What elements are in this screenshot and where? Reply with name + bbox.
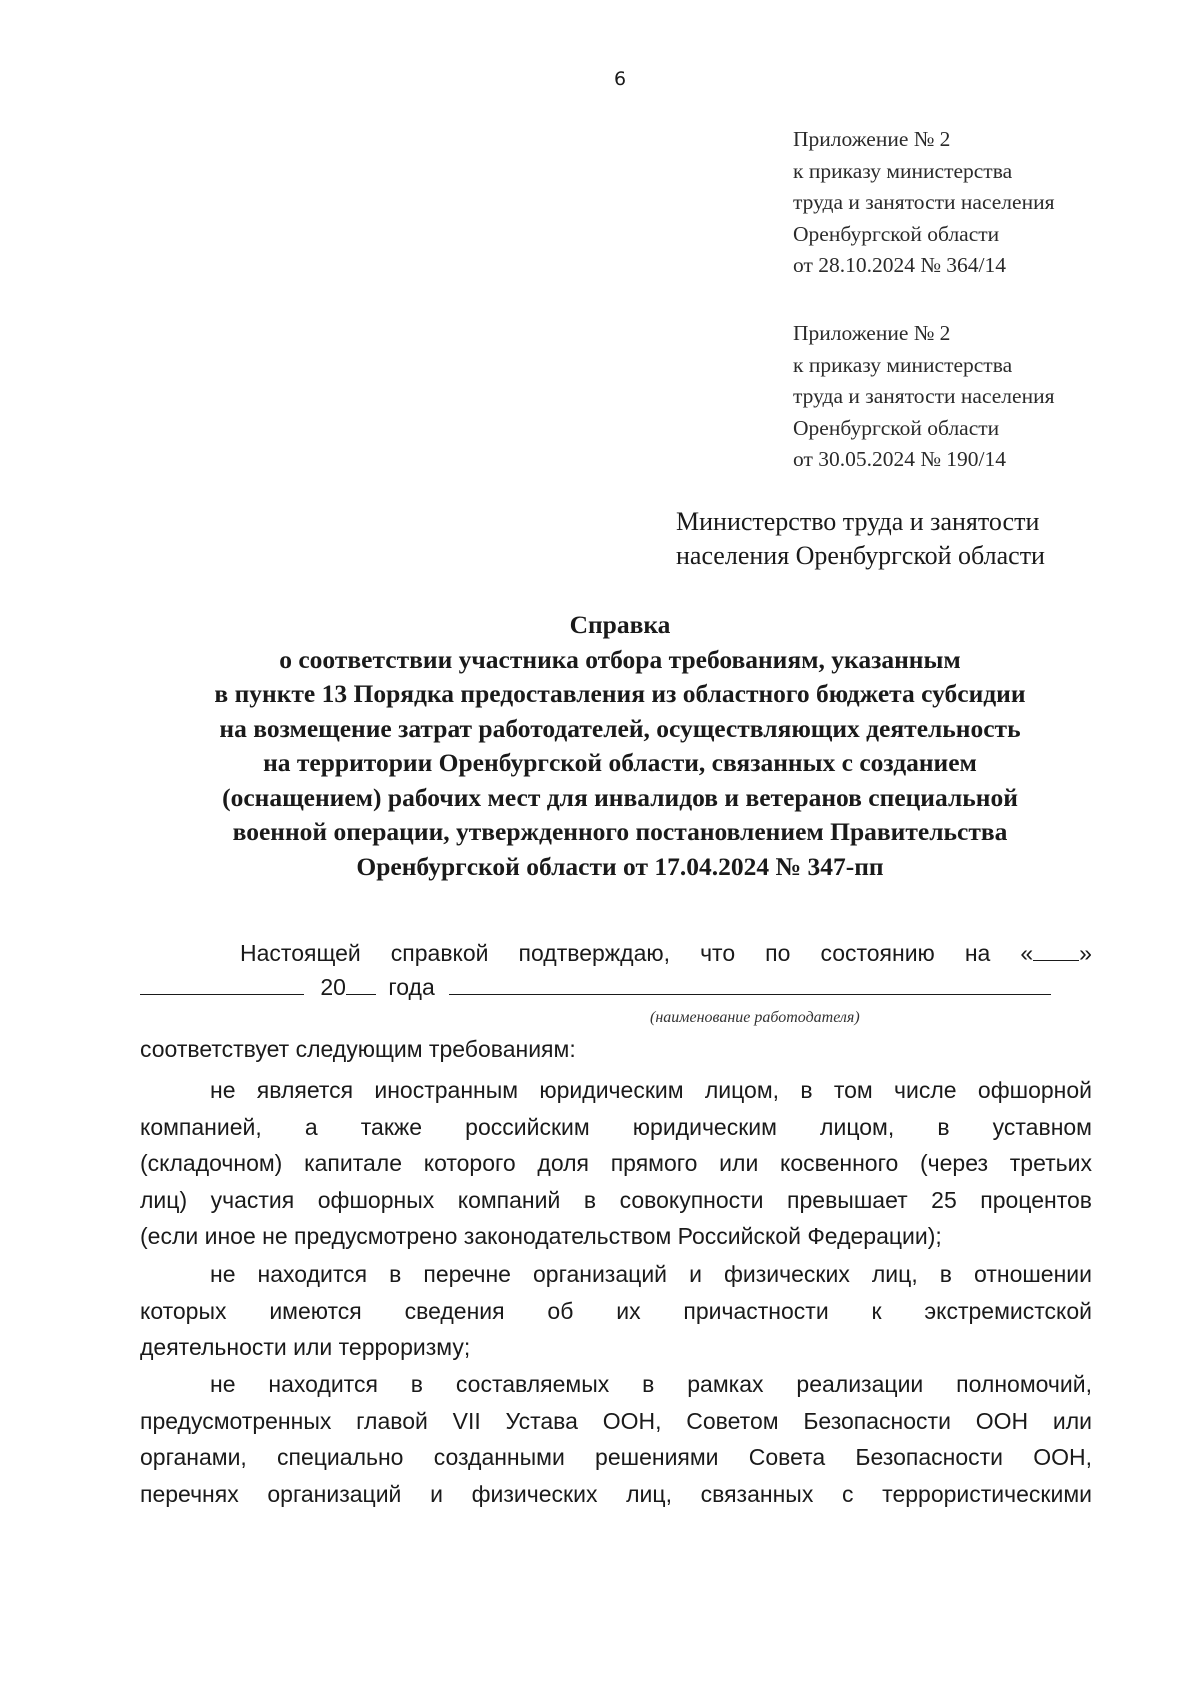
day-field[interactable] [1020,940,1092,967]
paragraph-line: (складочном) капитале которого доля прямого или косвенного (через третьих [140,1150,1092,1176]
day-blank[interactable] [1033,940,1079,961]
addressee-line: Министерство труда и занятости [676,507,1040,536]
paragraph-line: компанией, а также российским юридическим лицом, в уставном [140,1113,1092,1140]
appendix-line: к приказу министерства [793,352,1013,377]
appendix-line: труда и занятости населения [793,384,1055,408]
paragraph-line: не является иностранным юридическим лицом, в том числе офшорной [210,1077,1092,1103]
date-employer-line [140,974,1092,1001]
statement-word: справкой [390,940,489,966]
employer-caption: (наименование работодателя) [650,1009,860,1026]
appendix-current-order [793,124,1173,282]
title-line: на возмещение затрат работодателей, осуществляющих деятельность [219,713,1021,743]
statement-word: по [765,940,791,966]
year-blank[interactable] [346,974,376,995]
statement-word: что [700,940,736,966]
requirements-intro: соответствует следующим требованиям: [140,1036,576,1062]
statement-line [140,940,1092,967]
year-suffix: года [388,974,435,1000]
paragraph-line: не находится в составляемых в рамках реализации полномочий, [210,1371,1092,1397]
statement-word: Настоящей [240,940,361,966]
paragraph-line: органами, специально созданными решениями Совета Безопасности ООН, [140,1444,1092,1470]
month-blank[interactable] [140,974,304,995]
title-line: Оренбургской области от 17.04.2024 № 347-пп [356,851,884,881]
statement-word: подтверждаю, [518,940,671,966]
appendix-previous-order [793,318,1173,476]
document-title [140,608,1100,884]
page-number: 6 [613,68,627,90]
appendix-date-number: от 28.10.2024 № 364/14 [793,253,1006,277]
title-line: на территории Оренбургской области, связанных с созданием [263,748,977,777]
title-line: о соответствии участника отбора требованиям, указанным [279,644,961,674]
appendix-line: Оренбургской области [793,221,1000,246]
appendix-date-number: от 30.05.2024 № 190/14 [793,447,1006,471]
paragraph-line: предусмотренных главой VII Устава ООН, Советом Безопасности ООН или [140,1407,1092,1434]
paragraph-line: перечнях организаций и физических лиц, связанных с террористическими [140,1480,1092,1507]
title-line: военной операции, утвержденного постановлением Правительства [232,817,1008,846]
title-line: в пункте 13 Порядка предоставления из областного бюджета субсидии [214,679,1026,708]
paragraph-line: лиц) участия офшорных компаний в совокупности превышает 25 процентов [140,1186,1092,1213]
appendix-line: Приложение № 2 [793,321,951,345]
appendix-line: труда и занятости населения [793,190,1055,214]
title-line: (оснащением) рабочих мест для инвалидов и ветеранов специальной [222,782,1018,812]
paragraph-line: (если иное не предусмотрено законодательством Российской Федерации); [140,1223,942,1249]
addressee-line: населения Оренбургской области [676,541,1045,570]
year-prefix: 20 [320,974,346,1000]
appendix-line: к приказу министерства [793,158,1013,183]
appendix-line: Приложение № 2 [793,127,951,151]
requirement-paragraph [140,1256,1092,1366]
title-heading: Справка [569,610,671,639]
requirement-paragraph [140,1366,1092,1512]
paragraph-line: деятельности или терроризму; [140,1334,471,1360]
requirement-paragraph [140,1072,1092,1255]
statement-word: на [964,940,991,966]
appendix-line: Оренбургской области [793,415,1000,440]
open-quote: « [1020,940,1034,966]
paragraph-line: не находится в перечне организаций и физических лиц, в отношении [210,1261,1092,1287]
addressee-block [676,505,1096,573]
paragraph-line: которых имеются сведения об их причастности к экстремистской [140,1297,1092,1324]
close-quote: » [1079,940,1092,966]
employer-name-blank[interactable] [449,974,1051,995]
statement-word: состоянию [820,940,935,966]
